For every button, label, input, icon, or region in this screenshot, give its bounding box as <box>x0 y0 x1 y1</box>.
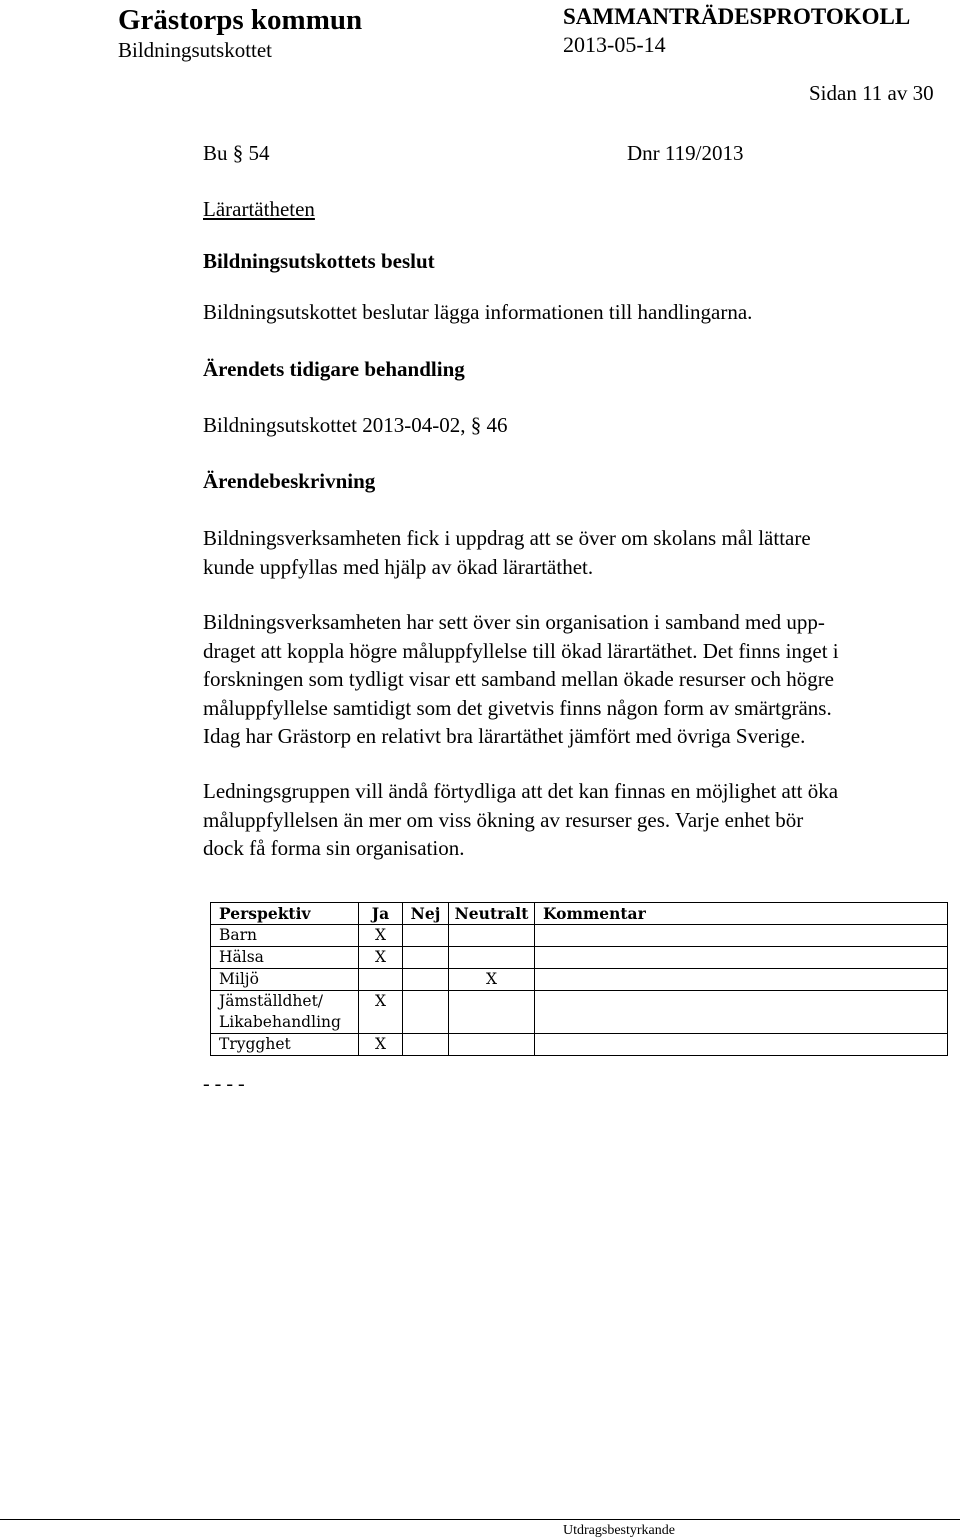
header-no: Nej <box>403 903 449 925</box>
yes-cell <box>359 1012 403 1034</box>
comment-cell <box>535 947 948 969</box>
comment-cell <box>535 925 948 947</box>
comment-cell <box>535 1012 948 1034</box>
diary-number: Dnr 119/2013 <box>627 141 744 165</box>
table-row <box>211 1012 948 1034</box>
table-row <box>211 1034 948 1056</box>
previous-handling-heading: Ärendets tidigare behandling <box>203 357 465 381</box>
perspective-cell: Barn <box>211 925 359 947</box>
neutral-cell <box>449 925 535 947</box>
header-perspective: Perspektiv <box>211 903 359 925</box>
protocol-title: SAMMANTRÄDESPROTOKOLL <box>563 4 911 29</box>
table-row <box>211 991 948 1013</box>
yes-cell: X <box>359 991 403 1013</box>
certification-label: Utdragsbestyrkande <box>563 1523 675 1538</box>
description-heading: Ärendebeskrivning <box>203 469 376 493</box>
perspective-cell: Likabehandling <box>211 1012 359 1034</box>
previous-handling-text <box>203 411 508 440</box>
perspective-cell: Hälsa <box>211 947 359 969</box>
table-header-row <box>211 903 948 925</box>
text-line: Ledningsgruppen vill ändå förtydliga att det kan finnas en möjlighet att öka <box>203 779 839 803</box>
header-neutral: Neutralt <box>449 903 535 925</box>
paragraph-reference <box>203 139 270 168</box>
text-line: Bildningsverksamheten har sett över sin organisation i samband med upp- <box>203 610 825 634</box>
decision-heading: Bildningsutskottets beslut <box>203 249 435 273</box>
yes-cell <box>359 969 403 991</box>
previous-handling-reference: Bildningsutskottet 2013-04-02, <box>203 413 466 437</box>
text-line: måluppfyllelsen än mer om viss ökning av resurser ges. Varje enhet bör <box>203 807 804 832</box>
text-line: forskningen som tydligt visar ett samband mellan ökade resurser och högre <box>203 667 835 691</box>
neutral-cell: X <box>449 969 535 991</box>
comment-cell <box>535 991 948 1013</box>
description-paragraph-3 <box>203 777 838 863</box>
text-line: måluppfyllelse samtidigt som det givetvis finns någon form av smärtgräns. <box>203 695 832 720</box>
previous-paragraph-number: 46 <box>486 413 508 437</box>
yes-cell: X <box>359 1034 403 1056</box>
no-cell <box>403 991 449 1013</box>
text-line: Idag har Grästorp en relativt bra lärartäthet jämfört med övriga Sverige. <box>203 724 806 748</box>
municipality-name: Grästorps kommun <box>118 4 363 36</box>
yes-cell: X <box>359 925 403 947</box>
header-yes: Ja <box>359 903 403 925</box>
page-number: Sidan 11 av 30 <box>809 81 934 105</box>
neutral-cell <box>449 1034 535 1056</box>
no-cell <box>403 947 449 969</box>
paragraph-number: 54 <box>248 141 270 165</box>
header-comment: Kommentar <box>535 903 948 925</box>
section-symbol: § <box>232 141 244 165</box>
committee-name: Bildningsutskottet <box>118 38 273 62</box>
meeting-date: 2013-05-14 <box>563 32 666 57</box>
comment-cell <box>535 969 948 991</box>
neutral-cell <box>449 947 535 969</box>
case-title: Lärartätheten <box>203 197 315 221</box>
perspective-table <box>210 902 948 1056</box>
table-row <box>211 947 948 969</box>
neutral-cell <box>449 991 535 1013</box>
end-marker: - - - - <box>203 1073 245 1095</box>
table-row <box>211 925 948 947</box>
text-line: draget att koppla högre måluppfyllelse till ökad lärartäthet. Det finns inget i <box>203 638 839 663</box>
paragraph-label: Bu <box>203 141 228 165</box>
comment-cell <box>535 1034 948 1056</box>
decision-text: Bildningsutskottet beslutar lägga informationen till handlingarna. <box>203 300 753 324</box>
description-paragraph-1 <box>203 524 811 581</box>
perspective-cell: Trygghet <box>211 1034 359 1056</box>
description-paragraph-2 <box>203 608 839 751</box>
no-cell <box>403 969 449 991</box>
table-row <box>211 969 948 991</box>
no-cell <box>403 1012 449 1034</box>
no-cell <box>403 925 449 947</box>
perspective-cell: Jämställdhet/ <box>211 991 359 1013</box>
perspective-cell: Miljö <box>211 969 359 991</box>
text-line: Bildningsverksamheten fick i uppdrag att se över om skolans mål lättare <box>203 526 811 550</box>
section-symbol: § <box>470 413 482 437</box>
yes-cell: X <box>359 947 403 969</box>
neutral-cell <box>449 1012 535 1034</box>
no-cell <box>403 1034 449 1056</box>
text-line: dock få forma sin organisation. <box>203 836 465 860</box>
footer-divider <box>0 1519 960 1520</box>
text-line: kunde uppfyllas med hjälp av ökad lärartäthet. <box>203 554 594 579</box>
